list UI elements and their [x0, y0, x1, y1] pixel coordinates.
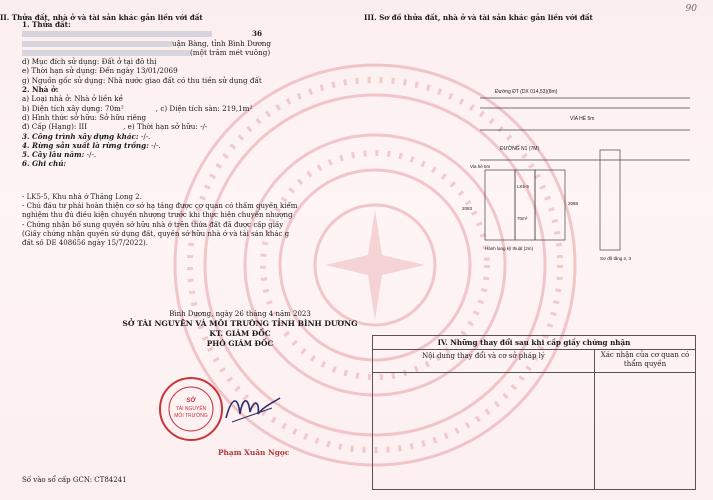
- platform-label: VỈA HÈ 5m: [570, 116, 595, 122]
- changes-title: IV. Những thay đổi sau khi cấp giấy chứng nhận: [373, 336, 695, 350]
- lot-label: LK5-5: [517, 184, 530, 189]
- land-heading: 1. Thửa đất:: [22, 20, 71, 29]
- note-line: nghiệm thu đủ điều kiện chuyển nhượng trước khi thực hiện chuyển nhượng: [22, 211, 293, 220]
- land-row-a: 36: [22, 29, 352, 38]
- forest-row: 4. Rừng sản xuất là rừng trồng: -/-.: [22, 140, 161, 150]
- house-type: a) Loại nhà ở: Nhà ở liền kề: [22, 94, 124, 104]
- sidewalk-label: Vỉa hè 5m: [470, 164, 491, 169]
- official-seal: [158, 376, 224, 442]
- note-line: - LK5-5, Khu nhà ở Thăng Long 2.: [22, 193, 142, 201]
- house-grade: đ) Cấp (Hạng): III , e) Thời hạn sở hữu: -/-: [22, 122, 208, 132]
- changes-col2-header: Xác nhận của cơ quan có thẩm quyền: [595, 349, 695, 373]
- road-top-label: Đường ĐT (DX 014,53)(8m): [495, 89, 558, 95]
- changes-col1-header: Nội dung thay đổi và cơ sở pháp lý: [373, 349, 594, 373]
- notes-list: [22, 193, 322, 248]
- place-date: Bình Dương, ngày 26 tháng 4 năm 2023: [169, 310, 311, 318]
- land-row-c: (một trăm mét vuông): [22, 48, 352, 57]
- left-lot-label: 2083: [462, 206, 473, 211]
- signature: [222, 388, 282, 428]
- svg-text:TÀI NGUYÊN: TÀI NGUYÊN: [175, 406, 207, 412]
- note-line: đất số DE 408656 ngày 15/7/2022).: [22, 239, 148, 248]
- note-line: - Chủ đầu tư phải hoàn thiện cơ sở hạ tầng được cơ quan có thẩm quyền kiểm: [22, 202, 298, 211]
- land-origin: g) Nguồn gốc sử dụng: Nhà nước giao đất có thu tiền sử dụng đất: [22, 75, 262, 85]
- svg-text:MÔI TRƯỜNG: MÔI TRƯỜNG: [174, 413, 208, 419]
- svg-text:SỞ: SỞ: [186, 398, 196, 404]
- note-line: (Giấy chứng nhận quyền sử dụng đất, quyền sở hữu nhà ở và tài sản khác g: [22, 229, 290, 238]
- road-n1-label: ĐƯỜNG N1 (7M): [500, 146, 540, 152]
- notes-heading: 6. Ghi chú:: [22, 159, 67, 169]
- house-area: b) Diện tích xây dựng: 70m² , c) Diện tích sàn: 219,1m²: [22, 103, 253, 113]
- kt-director: KT. GIÁM ĐỐC: [209, 329, 271, 338]
- section-right-title: III. Sơ đồ thửa đất, nhà ở và tài sản khác gắn liền với đất: [364, 13, 593, 22]
- land-row-b: uận Bàng, tỉnh Bình Dương: [22, 39, 352, 48]
- changes-table: [372, 335, 696, 490]
- land-term: e) Thời hạn sử dụng: Đến ngày 13/01/2069: [22, 66, 178, 76]
- note-line: - Chứng nhận bổ sung quyền sở hữu nhà ở trên thửa đất đã được cấp giấy: [22, 220, 284, 229]
- area-label: 70m²: [517, 216, 528, 221]
- land-house-section: [22, 20, 352, 169]
- house-ownership: d) Hình thức sở hữu: Sở hữu riêng: [22, 112, 147, 122]
- signer-name: Phạm Xuân Ngọc: [218, 448, 290, 457]
- serial-number: Số vào sổ cấp GCN: CT84241: [22, 476, 127, 484]
- signing-block: [95, 309, 385, 349]
- page-number: 90: [685, 4, 697, 14]
- boundary-label: Hành lang kỹ thuật (2m): [485, 246, 534, 251]
- floors-label: Sơ đồ tầng 2, 3: [600, 256, 631, 261]
- section-left-title: II. Thửa đất, nhà ở và tài sản khác gắn liền với đất: [0, 13, 203, 22]
- deputy-director: PHÓ GIÁM ĐỐC: [206, 339, 274, 348]
- perennial-row: 5. Cây lâu năm: -/-.: [22, 150, 97, 160]
- land-plot-diagram: [440, 60, 690, 270]
- issuing-org: SỞ TÀI NGUYÊN VÀ MÔI TRƯỜNG TỈNH BÌNH DƯƠNG: [122, 319, 358, 328]
- right-lot-label: 2088: [568, 201, 579, 206]
- house-heading: 2. Nhà ở:: [22, 85, 59, 95]
- construction-row: 3. Công trình xây dựng khác: -/-.: [22, 131, 151, 141]
- land-purpose: d) Mục đích sử dụng: Đất ở tại đô thị: [22, 57, 157, 67]
